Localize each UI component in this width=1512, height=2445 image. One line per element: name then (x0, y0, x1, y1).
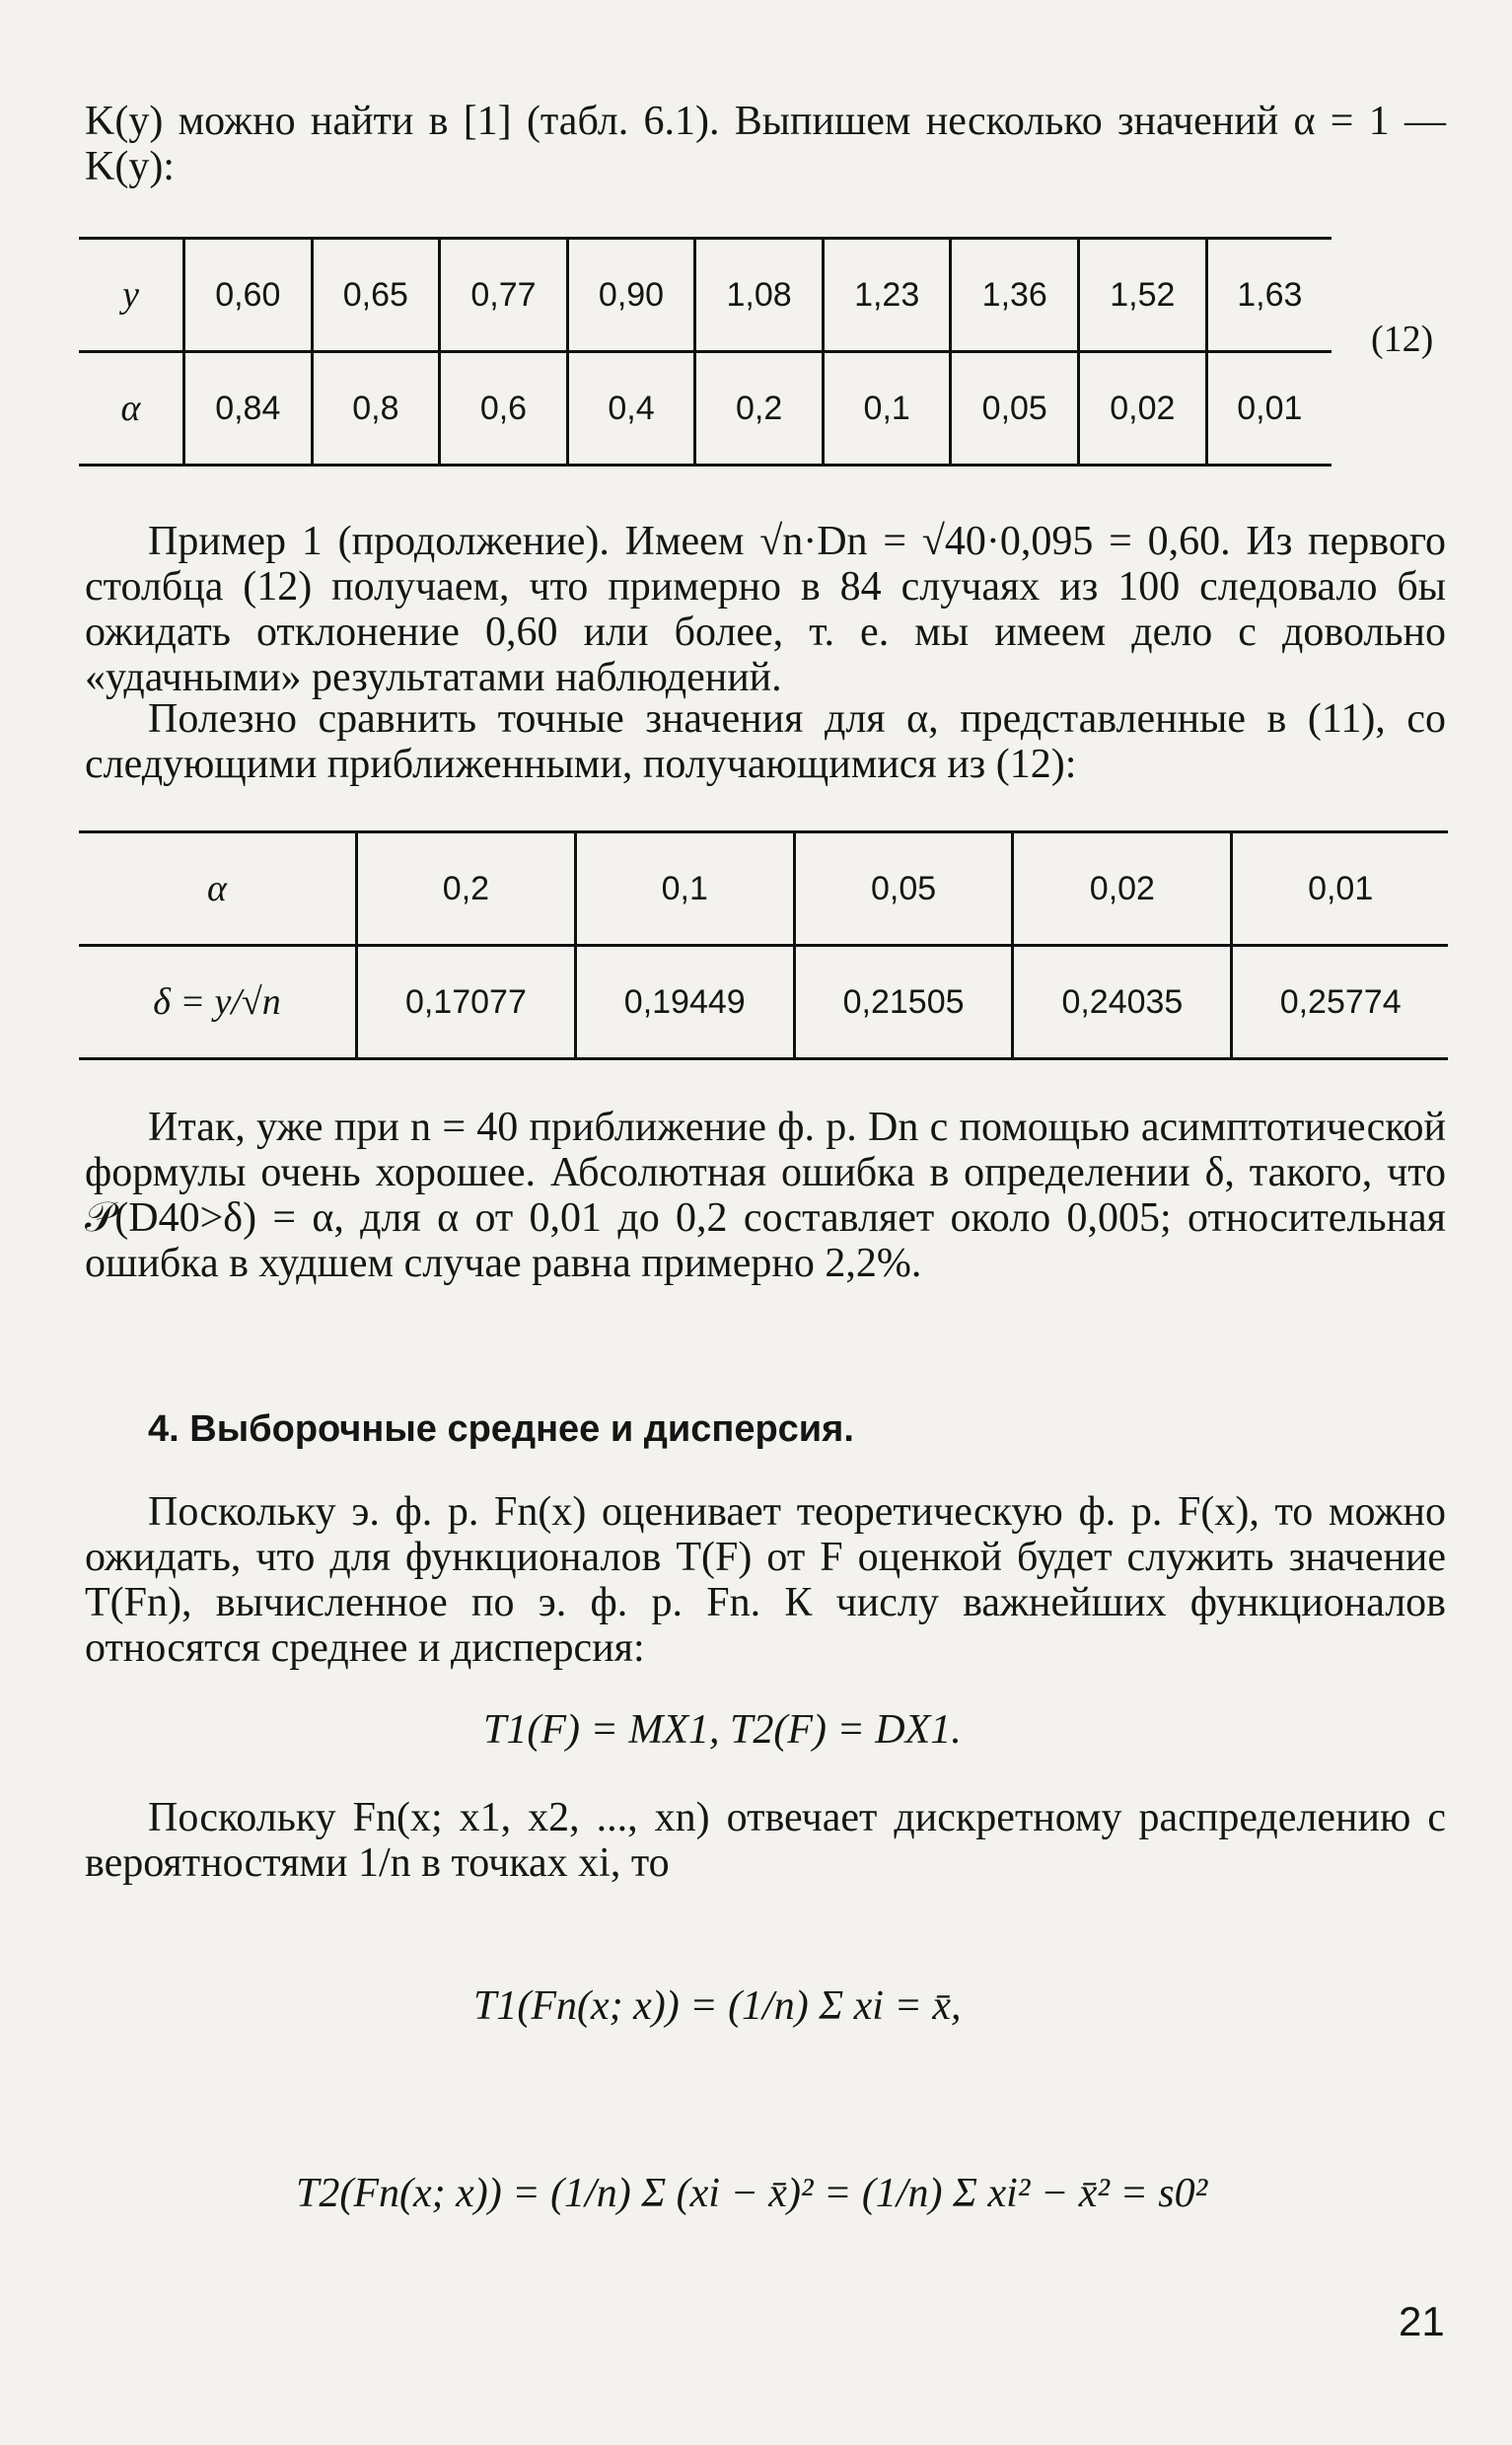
table-cell: 0,1 (823, 352, 951, 466)
table-cell: 1,08 (695, 239, 824, 352)
example-paragraph: Пример 1 (продолжение). Имеем √n·Dn = √40·0,095 = 0,60. Из первого столбца (12) получаем, что примерно в 84 случаях из 100 следовало бы ожидать отклонение 0,60 или более, т. е. мы имеем дело с довольно «удачными» результатами наблюдений. (85, 519, 1446, 700)
table-cell: 0,6 (440, 352, 568, 466)
table-row (79, 352, 1332, 466)
table-cell: 0,24035 (1013, 946, 1232, 1059)
table-cell: 0,2 (357, 832, 576, 946)
table-cell: 0,65 (312, 239, 440, 352)
section-heading: 4. Выборочные среднее и дисперсия. (148, 1408, 854, 1450)
table-cell: 0,01 (1232, 832, 1448, 946)
conclusion-paragraph: Итак, уже при n = 40 приближение ф. р. Dn с помощью асимптотической формулы очень хорошее. Абсолютная ошибка в определении δ, такого, что 𝒫(D40>δ) = α, для α от 0,01 до 0,2 составляет около 0,005; относительная ошибка в худшем случае равна примерно 2,2%. (85, 1105, 1446, 1286)
compare-paragraph: Полезно сравнить точные значения для α, представленные в (11), со следующими приближенными, получающимися из (12): (85, 696, 1446, 787)
table-row-label: y (79, 239, 184, 352)
table-row-label: α (120, 388, 141, 429)
table-cell: 0,02 (1079, 352, 1207, 466)
equation-number: (12) (1371, 319, 1434, 360)
table-cell: 0,4 (567, 352, 695, 466)
table-cell: 0,05 (951, 352, 1079, 466)
section-paragraph-2: Поскольку Fn(x; x1, x2, ..., xn) отвечает дискретному распределению с вероятностями 1/n в точках xi, то (85, 1795, 1446, 1886)
table-cell: 0,01 (1206, 352, 1332, 466)
table-delta (79, 830, 1448, 1060)
table-cell: 0,84 (184, 352, 313, 466)
table-cell: 1,63 (1206, 239, 1332, 352)
table-row (79, 832, 1448, 946)
table-cell: 1,23 (823, 239, 951, 352)
table-cell: 0,02 (1013, 832, 1232, 946)
table-row-label: δ = y/√n (153, 981, 281, 1023)
table-cell: 0,19449 (575, 946, 794, 1059)
formula-functionals: T1(F) = MX1, T2(F) = DX1. (483, 1707, 962, 1753)
table-cell: 0,05 (794, 832, 1013, 946)
table-cell: 1,36 (951, 239, 1079, 352)
table-cell: 0,17077 (357, 946, 576, 1059)
table-cell: 0,8 (312, 352, 440, 466)
table-cell: 0,60 (184, 239, 313, 352)
formula-sample-variance: T2(Fn(x; x)) = (1/n) Σ (xi − x̄)² = (1/n) Σ xi² − x̄² = s0² (296, 2171, 1208, 2216)
table-cell: 1,52 (1079, 239, 1207, 352)
table-cell: 0,21505 (794, 946, 1013, 1059)
table-cell: 0,2 (695, 352, 824, 466)
page-number: 21 (1399, 2298, 1445, 2344)
table-cell: 0,1 (575, 832, 794, 946)
table-cell: 0,90 (567, 239, 695, 352)
section-paragraph-1: Поскольку э. ф. р. Fn(x) оценивает теоретическую ф. р. F(x), то можно ожидать, что для функционалов T(F) от F оценкой будет служить значение T(Fn), вычисленное по э. ф. р. Fn. К числу важнейших функционалов относятся среднее и дисперсия: (85, 1489, 1446, 1671)
table-row (79, 239, 1332, 352)
table-cell: 0,25774 (1232, 946, 1448, 1059)
table-12 (79, 237, 1332, 467)
formula-sample-mean: T1(Fn(x; x)) = (1/n) Σ xi = x̄, (473, 1983, 962, 2029)
table-cell: 0,77 (440, 239, 568, 352)
table-row-label: α (79, 832, 357, 946)
table-row (79, 946, 1448, 1059)
intro-paragraph: K(y) можно найти в [1] (табл. 6.1). Выпишем несколько значений α = 1 — K(y): (85, 99, 1446, 189)
